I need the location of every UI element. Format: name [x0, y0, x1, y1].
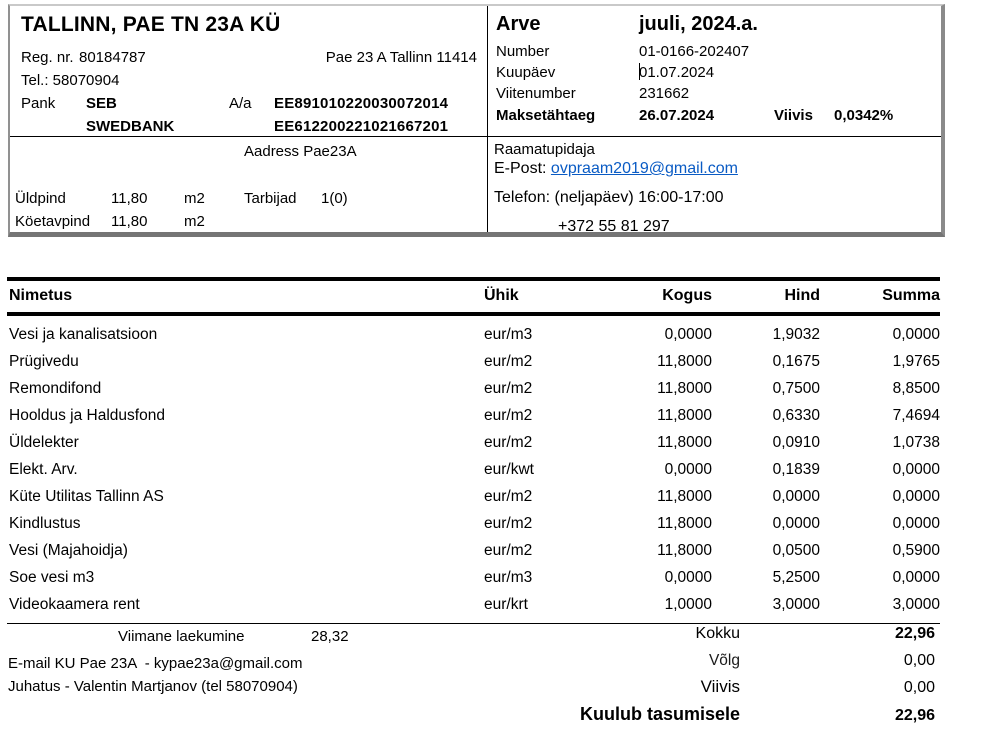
last-payment-line [118, 628, 349, 645]
email-label: E-Post: [494, 160, 547, 177]
phone-hours: Telefon: (neljapäev) 16:00-17:00 [494, 189, 724, 206]
item-unit: eur/m2 [484, 379, 533, 397]
item-sum: 0,0000 [892, 325, 940, 343]
item-unit: eur/m3 [484, 325, 533, 343]
item-qty: 11,8000 [657, 487, 712, 505]
item-name: Küte Utilitas Tallinn AS [9, 487, 164, 505]
due-date: 26.07.2024 [639, 107, 715, 124]
reg-value: 80184787 [79, 49, 146, 66]
item-unit: eur/m2 [484, 487, 533, 505]
item-price: 0,0000 [772, 514, 820, 532]
item-sum: 0,0000 [892, 514, 940, 532]
item-sum: 0,0000 [892, 460, 940, 478]
item-sum: 0,0000 [892, 487, 940, 505]
heated-area-label: Köetavpind [15, 213, 91, 230]
footer-board-line: Juhatus - Valentin Martjanov (tel 58070904) [8, 678, 298, 695]
header-box [8, 4, 945, 237]
invoice-panel [488, 6, 941, 137]
col-header-summa: Summa [882, 287, 940, 304]
property-panel [10, 137, 488, 232]
reg-label: Reg. nr. [21, 49, 74, 66]
account-label: A/a [229, 95, 252, 112]
heated-area-unit: m2 [184, 213, 205, 230]
item-qty: 11,8000 [657, 541, 712, 559]
bank1-iban: EE891010220030072014 [274, 95, 449, 112]
invoice-title: Arve [496, 13, 541, 35]
table-row [7, 564, 940, 591]
item-unit: eur/m2 [484, 352, 533, 370]
item-name: Videokaamera rent [9, 595, 140, 613]
table-row [7, 429, 940, 456]
items-table-header [7, 277, 940, 316]
item-name: Vesi ja kanalisatsioon [9, 325, 158, 343]
total-label: Kokku [695, 625, 740, 642]
item-name: Hooldus ja Haldusfond [9, 406, 165, 424]
last-payment-value: 28,32 [311, 628, 349, 645]
item-sum: 8,8500 [892, 379, 940, 397]
penalty-label: Viivis [774, 107, 813, 124]
item-unit: eur/m2 [484, 433, 533, 451]
item-qty: 11,8000 [657, 406, 712, 424]
due-label: Maksetähtaeg [496, 107, 596, 124]
total-row-kokku [450, 625, 935, 652]
table-row [7, 483, 940, 510]
item-qty: 1,0000 [664, 595, 712, 613]
table-row [7, 402, 940, 429]
col-header-uhik: Ühik [484, 287, 519, 304]
bank1-name: SEB [86, 95, 117, 112]
item-qty: 0,0000 [664, 460, 712, 478]
item-sum: 7,4694 [892, 406, 940, 424]
heated-area-value: 11,80 [111, 213, 148, 230]
item-sum: 3,0000 [892, 595, 940, 613]
bank-label: Pank [21, 95, 56, 112]
accountant-label: Raamatupidaja [494, 141, 595, 158]
item-name: Üldelekter [9, 433, 79, 451]
last-payment-label: Viimane laekumine [118, 628, 245, 645]
item-price: 0,7500 [772, 379, 820, 397]
bank2-name: SWEDBANK [86, 118, 175, 135]
item-qty: 11,8000 [657, 514, 712, 532]
item-unit: eur/m2 [484, 514, 533, 532]
consumers-value: 1(0) [321, 190, 348, 207]
invoice-period: juuli, 2024.a. [639, 13, 758, 35]
table-row [7, 456, 940, 483]
item-qty: 0,0000 [664, 325, 712, 343]
item-unit: eur/krt [484, 595, 528, 613]
company-title: TALLINN, PAE TN 23A KÜ [21, 13, 281, 36]
item-price: 1,9032 [772, 325, 820, 343]
item-unit: eur/m3 [484, 568, 533, 586]
item-name: Soe vesi m3 [9, 568, 95, 586]
ref-label: Viitenumber [496, 85, 576, 102]
footer-email-line: E-mail KU Pae 23A - kypae23a@gmail.com [8, 655, 303, 672]
item-name: Prügivedu [9, 352, 79, 370]
total-value: 22,96 [894, 707, 935, 724]
item-price: 0,1839 [772, 460, 820, 478]
total-value: 22,96 [894, 625, 935, 642]
item-name: Elekt. Arv. [9, 460, 78, 478]
items-rows [7, 316, 940, 624]
item-unit: eur/kwt [484, 460, 534, 478]
item-qty: 11,8000 [657, 352, 712, 370]
total-value: 0,00 [903, 652, 935, 669]
total-label: Viivis [700, 677, 740, 696]
item-sum: 0,0000 [892, 568, 940, 586]
totals-block [450, 625, 935, 733]
total-row-kuulub [450, 704, 935, 733]
item-price: 0,0910 [772, 433, 820, 451]
total-area-label: Üldpind [15, 190, 66, 207]
total-row-viivis [450, 677, 935, 704]
item-sum: 1,9765 [892, 352, 940, 370]
invoice-ref: 231662 [639, 85, 690, 102]
total-value: 0,00 [903, 679, 935, 696]
total-label: Kuulub tasumisele [579, 704, 740, 724]
item-price: 5,2500 [772, 568, 820, 586]
contact-panel [488, 137, 941, 232]
item-name: Kindlustus [9, 514, 81, 532]
item-qty: 11,8000 [657, 433, 712, 451]
bank2-iban: EE612200221021667201 [274, 118, 449, 135]
item-unit: eur/m2 [484, 541, 533, 559]
invoice-date: 01.07.2024 [639, 64, 715, 81]
item-sum: 1,0738 [892, 433, 940, 451]
table-row [7, 537, 940, 564]
total-row-volg [450, 652, 935, 677]
item-price: 0,0000 [772, 487, 820, 505]
col-header-hind: Hind [784, 287, 820, 304]
item-name: Vesi (Majahoidja) [9, 541, 128, 559]
total-area-value: 11,80 [111, 190, 148, 207]
item-sum: 0,5900 [892, 541, 940, 559]
date-label: Kuupäev [496, 64, 556, 81]
col-header-kogus: Kogus [662, 287, 712, 304]
item-unit: eur/m2 [484, 406, 533, 424]
item-name: Remondifond [9, 379, 102, 397]
total-label: Võlg [708, 652, 740, 669]
table-row [7, 348, 940, 375]
invoice-number: 01-0166-202407 [639, 43, 750, 60]
consumers-label: Tarbijad [244, 190, 297, 207]
number-label: Number [496, 43, 550, 60]
table-row [7, 321, 940, 348]
company-address: Pae 23 A Tallinn 11414 [325, 49, 477, 66]
item-qty: 11,8000 [657, 379, 712, 397]
table-row [7, 375, 940, 402]
company-tel: Tel.: 58070904 [21, 72, 120, 89]
total-area-unit: m2 [184, 190, 205, 207]
item-price: 0,6330 [772, 406, 820, 424]
penalty-rate: 0,0342% [834, 107, 894, 124]
items-table [7, 277, 940, 624]
item-price: 3,0000 [772, 595, 820, 613]
table-row [7, 510, 940, 537]
company-panel [10, 6, 488, 137]
item-price: 0,1675 [772, 352, 820, 370]
table-row [7, 591, 940, 618]
phone-number: +372 55 81 297 [558, 218, 670, 232]
item-price: 0,0500 [772, 541, 820, 559]
col-header-nimetus: Nimetus [9, 287, 73, 304]
item-qty: 0,0000 [664, 568, 712, 586]
email-link[interactable]: ovpraam2019@gmail.com [550, 160, 738, 177]
property-address: Aadress Pae23A [244, 143, 357, 160]
